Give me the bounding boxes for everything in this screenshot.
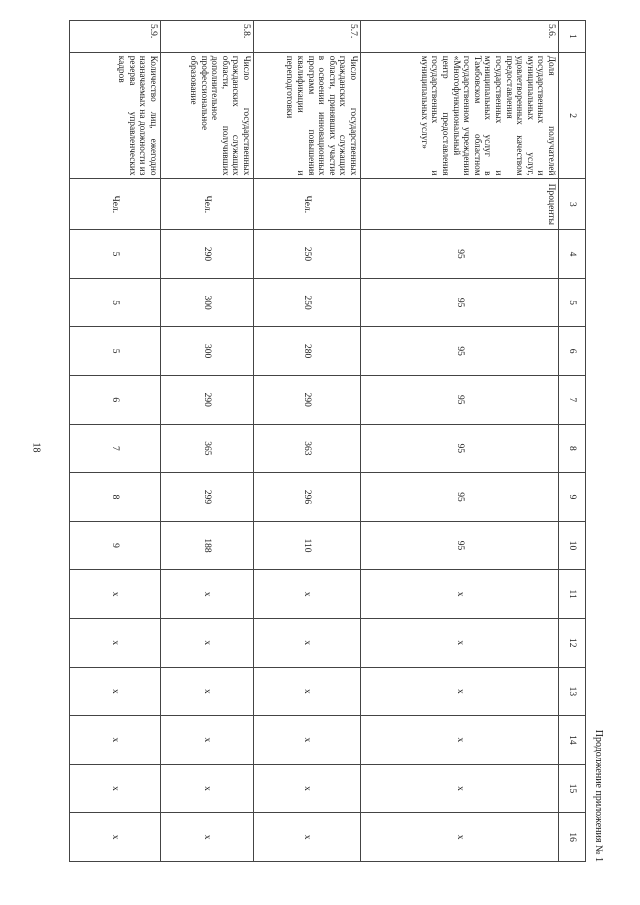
table-container [86,20,604,862]
column-header: 16 [559,813,586,862]
mark-cell: x [70,813,161,862]
mark-cell: x [70,716,161,765]
column-header: 2 [559,52,586,179]
column-header: 10 [559,521,586,570]
mark-cell: x [161,813,254,862]
value-cell: 6 [70,375,161,424]
mark-cell: x [161,716,254,765]
rotated-table-area [86,20,604,862]
value-cell: 280 [254,327,361,376]
row-number: 5.7. [254,21,361,53]
column-header: 9 [559,473,586,522]
column-header: 8 [559,424,586,473]
table-row [70,21,161,862]
unit-cell: Проценты [361,179,559,230]
indicator-description: Доля получателей государственных и муниципальных услуг, удовлетворенных качеством предоставления государственных и муниципальных услуг в Тамбовском областном государственном учреждении «Многофункциональный центр предоставления государственных и муниципальных услуг» [361,52,559,179]
column-header: 7 [559,375,586,424]
value-cell: 7 [70,424,161,473]
value-cell: 188 [161,521,254,570]
mark-cell: x [254,570,361,619]
value-cell: 300 [161,327,254,376]
value-cell: 5 [70,230,161,279]
indicators-table [69,20,586,862]
value-cell: 290 [161,375,254,424]
mark-cell: x [361,764,559,813]
mark-cell: x [161,618,254,667]
mark-cell: x [361,618,559,667]
header-row [559,21,586,862]
column-header: 3 [559,179,586,230]
table-row [161,21,254,862]
value-cell: 95 [361,424,559,473]
value-cell: 290 [161,230,254,279]
indicator-description: Число государственных гражданских служащих области, получивших дополнительное профессиональное образование [161,52,254,179]
value-cell: 5 [70,278,161,327]
column-header: 5 [559,278,586,327]
value-cell: 95 [361,278,559,327]
value-cell: 250 [254,230,361,279]
value-cell: 110 [254,521,361,570]
unit-cell: Чел. [161,179,254,230]
mark-cell: x [254,716,361,765]
column-header: 1 [559,21,586,53]
column-header: 11 [559,570,586,619]
row-number: 5.9. [70,21,161,53]
page-number: 18 [30,442,42,453]
value-cell: 250 [254,278,361,327]
mark-cell: x [70,570,161,619]
mark-cell: x [161,764,254,813]
table-row [361,21,559,862]
value-cell: 296 [254,473,361,522]
value-cell: 290 [254,375,361,424]
unit-cell: Чел. [70,179,161,230]
column-header: 4 [559,230,586,279]
column-header: 15 [559,764,586,813]
mark-cell: x [161,667,254,716]
row-number: 5.6. [361,21,559,53]
table-row [254,21,361,862]
mark-cell: x [254,618,361,667]
mark-cell: x [254,813,361,862]
unit-cell: Чел. [254,179,361,230]
value-cell: 95 [361,521,559,570]
value-cell: 365 [161,424,254,473]
mark-cell: x [361,570,559,619]
indicator-description: Количество лиц, ежегодно назначаемых на должности из резерва управленческих кадров [70,52,161,179]
column-header: 12 [559,618,586,667]
value-cell: 95 [361,473,559,522]
row-number: 5.8. [161,21,254,53]
mark-cell: x [161,570,254,619]
mark-cell: x [70,618,161,667]
mark-cell: x [254,667,361,716]
mark-cell: x [361,667,559,716]
value-cell: 95 [361,230,559,279]
mark-cell: x [361,716,559,765]
value-cell: 95 [361,375,559,424]
value-cell: 8 [70,473,161,522]
value-cell: 9 [70,521,161,570]
value-cell: 5 [70,327,161,376]
value-cell: 299 [161,473,254,522]
value-cell: 363 [254,424,361,473]
column-header: 13 [559,667,586,716]
value-cell: 300 [161,278,254,327]
column-header: 6 [559,327,586,376]
indicator-description: Число государственных гражданских служащих области, принявших участие в освоении инновационных программ повышения квалификации и переподготовки [254,52,361,179]
mark-cell: x [70,764,161,813]
appendix-caption: Продолжение приложения № 1 [593,729,604,862]
mark-cell: x [254,764,361,813]
mark-cell: x [361,813,559,862]
value-cell: 95 [361,327,559,376]
column-header: 14 [559,716,586,765]
mark-cell: x [70,667,161,716]
